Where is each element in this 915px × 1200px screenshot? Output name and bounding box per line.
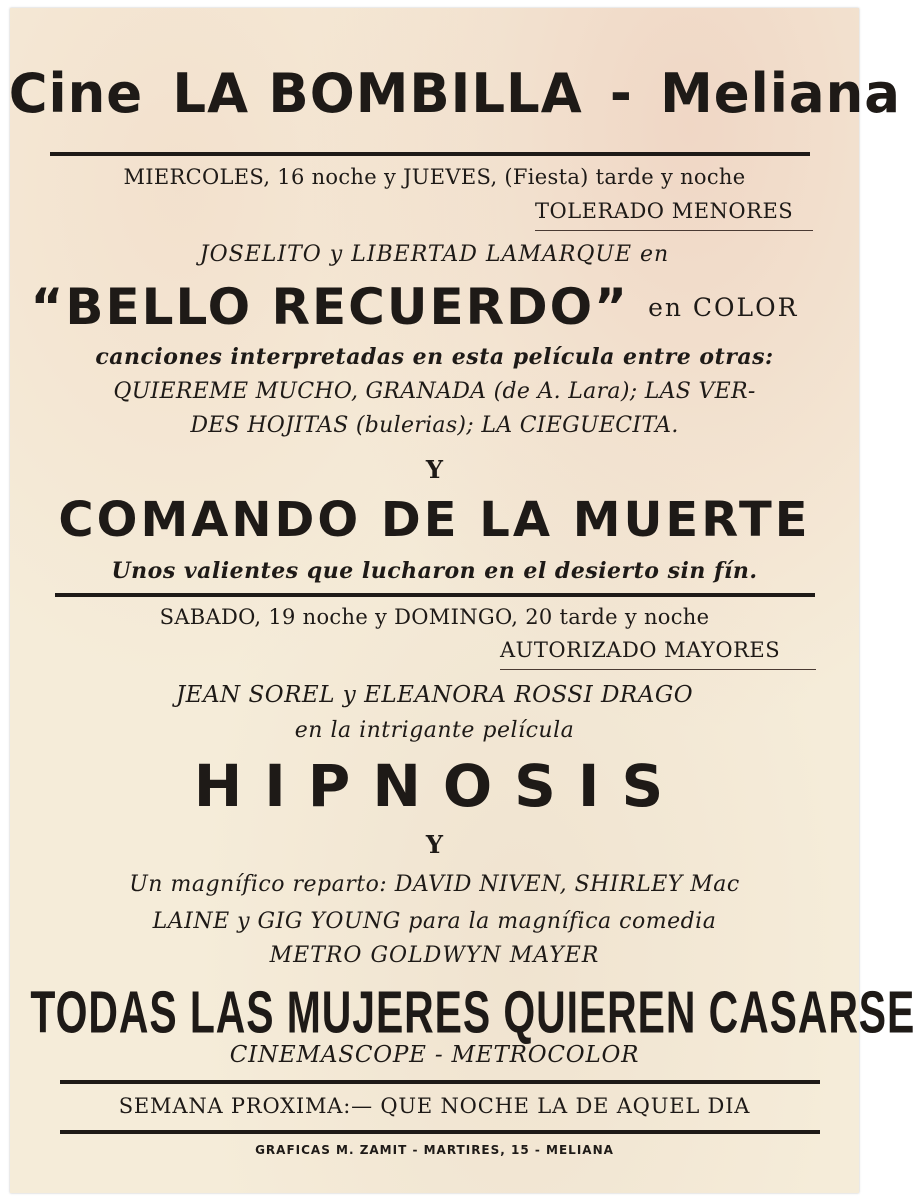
program1-conjunction: Y bbox=[425, 455, 444, 484]
program1-rating: TOLERADO MENORES bbox=[535, 199, 794, 223]
cinema-town: Meliana bbox=[660, 62, 901, 125]
footer-top-rule bbox=[60, 1080, 820, 1084]
program2-stars: JEAN SOREL y ELEANORA ROSSI DRAGO bbox=[175, 682, 694, 708]
program2-film2-format: CINEMASCOPE - METROCOLOR bbox=[229, 1042, 640, 1068]
program2-film1-title-text: HIPNOSIS bbox=[193, 752, 686, 820]
program1-songs-line3: DES HOJITAS (bulerias); LA CIEGUECITA. bbox=[190, 413, 679, 438]
program1-film1-line bbox=[0, 278, 869, 336]
program1-film2-tagline: Unos valientes que lucharon en el desierto sin fín. bbox=[111, 558, 758, 584]
program1-stars: JOSELITO y LIBERTAD LAMARQUE en bbox=[199, 242, 670, 267]
program1-film1-title: “BELLO RECUERDO” bbox=[30, 278, 629, 336]
program1-film2-title: COMANDO DE LA MUERTE bbox=[58, 492, 811, 548]
program2-conjunction: Y bbox=[425, 830, 444, 859]
cinema-prefix: Cine bbox=[8, 62, 144, 125]
header-rule bbox=[50, 152, 810, 156]
program2-film2-title: TODAS LAS MUJERES QUIEREN CASARSE bbox=[30, 980, 915, 1047]
program2-film1-title bbox=[0, 752, 869, 820]
program1-schedule: MIERCOLES, 16 noche y JUEVES, (Fiesta) tarde y noche bbox=[123, 165, 746, 189]
cinema-name: LA BOMBILLA bbox=[172, 62, 583, 125]
program2-schedule: SABADO, 19 noche y DOMINGO, 20 tarde y noche bbox=[159, 605, 710, 629]
program2-descriptor: en la intrigante película bbox=[294, 718, 575, 743]
next-week-announcement: SEMANA PROXIMA:— QUE NOCHE LA DE AQUEL DIA bbox=[118, 1094, 751, 1118]
program-divider-rule bbox=[55, 593, 815, 597]
program2-cast-line2: LAINE y GIG YOUNG para la magnífica comedia bbox=[152, 909, 717, 934]
program2-rating-underline bbox=[500, 669, 816, 670]
header-separator: - bbox=[609, 62, 633, 125]
program2-rating: AUTORIZADO MAYORES bbox=[500, 638, 781, 662]
program1-songs-line1: canciones interpretadas en esta película entre otras: bbox=[95, 344, 774, 370]
cinema-header bbox=[8, 62, 901, 125]
program2-cast-line1: Un magnífico reparto: DAVID NIVEN, SHIRLEY Mac bbox=[129, 872, 740, 897]
program2-studio: METRO GOLDWYN MAYER bbox=[269, 943, 600, 968]
printer-credit: GRAFICAS M. ZAMIT - MARTIRES, 15 - MELIANA bbox=[255, 1143, 614, 1157]
footer-bottom-rule bbox=[60, 1130, 820, 1134]
program1-rating-underline bbox=[535, 230, 813, 231]
program1-songs-line2: QUIEREME MUCHO, GRANADA (de A. Lara); LAS VER- bbox=[113, 379, 756, 404]
program1-film1-format: en COLOR bbox=[648, 293, 799, 322]
